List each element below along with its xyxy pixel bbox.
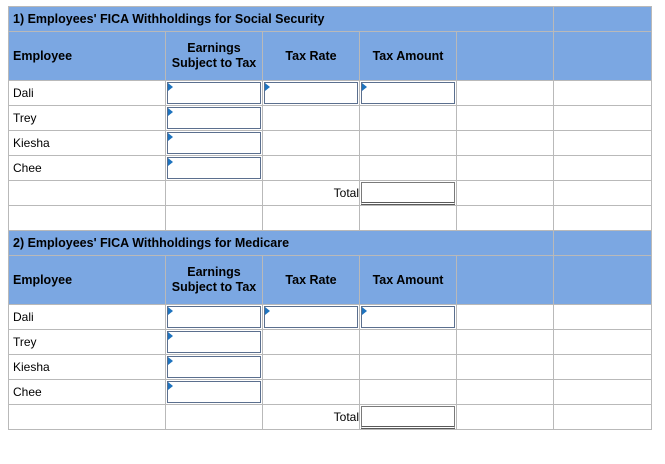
blank-cell — [457, 32, 554, 81]
med-earnings-trey-cell — [166, 330, 263, 355]
employee-name: Chee — [9, 156, 166, 181]
blank-cell — [554, 231, 652, 256]
med-earnings-chee-cell — [166, 380, 263, 405]
ss-earnings-chee-input[interactable] — [167, 157, 261, 179]
employee-name: Trey — [9, 330, 166, 355]
med-tax-amount-dali-cell — [360, 305, 457, 330]
ss-total-cell — [360, 181, 457, 206]
employee-row-dali — [9, 305, 652, 330]
fica-worksheet-table — [8, 6, 652, 430]
med-total-cell — [360, 405, 457, 430]
header-employee: Employee — [9, 256, 166, 305]
ss-tax-rate-cell — [263, 81, 360, 106]
ss-earnings-chee-cell — [166, 156, 263, 181]
header-tax-rate: Tax Rate — [263, 32, 360, 81]
med-earnings-kiesha-input[interactable] — [167, 356, 261, 378]
employee-row-dali — [9, 81, 652, 106]
blank-cell — [457, 256, 554, 305]
total-label: Total — [263, 181, 360, 206]
spacer-row — [9, 206, 652, 231]
ss-earnings-dali-cell — [166, 81, 263, 106]
header-earnings: Earnings Subject to Tax — [166, 32, 263, 81]
section-title-row — [9, 231, 652, 256]
blank-cell — [554, 256, 652, 305]
section-title-medicare: 2) Employees' FICA Withholdings for Medicare — [9, 231, 554, 256]
med-earnings-dali-input[interactable] — [167, 306, 261, 328]
ss-earnings-kiesha-cell — [166, 131, 263, 156]
section-title-social-security: 1) Employees' FICA Withholdings for Social Security — [9, 7, 554, 32]
header-tax-rate: Tax Rate — [263, 256, 360, 305]
section-title-row — [9, 7, 652, 32]
employee-name: Dali — [9, 81, 166, 106]
total-row — [9, 181, 652, 206]
total-row — [9, 405, 652, 430]
total-label: Total — [263, 405, 360, 430]
column-header-row — [9, 256, 652, 305]
med-earnings-dali-cell — [166, 305, 263, 330]
header-tax-amount: Tax Amount — [360, 256, 457, 305]
med-total-input[interactable] — [361, 406, 455, 429]
med-earnings-trey-input[interactable] — [167, 331, 261, 353]
employee-row-trey — [9, 106, 652, 131]
ss-earnings-dali-input[interactable] — [167, 82, 261, 104]
employee-name: Dali — [9, 305, 166, 330]
employee-row-chee — [9, 156, 652, 181]
med-tax-rate-cell — [263, 305, 360, 330]
employee-name: Kiesha — [9, 355, 166, 380]
header-earnings: Earnings Subject to Tax — [166, 256, 263, 305]
ss-tax-rate-input[interactable] — [264, 82, 358, 104]
employee-name: Kiesha — [9, 131, 166, 156]
header-employee: Employee — [9, 32, 166, 81]
med-earnings-chee-input[interactable] — [167, 381, 261, 403]
ss-earnings-trey-cell — [166, 106, 263, 131]
ss-earnings-trey-input[interactable] — [167, 107, 261, 129]
blank-cell — [554, 32, 652, 81]
employee-name: Trey — [9, 106, 166, 131]
ss-tax-amount-dali-cell — [360, 81, 457, 106]
blank-cell — [554, 7, 652, 32]
header-tax-amount: Tax Amount — [360, 32, 457, 81]
employee-row-chee — [9, 380, 652, 405]
employee-row-kiesha — [9, 355, 652, 380]
ss-tax-amount-dali-input[interactable] — [361, 82, 455, 104]
med-earnings-kiesha-cell — [166, 355, 263, 380]
column-header-row — [9, 32, 652, 81]
ss-total-input[interactable] — [361, 182, 455, 205]
ss-earnings-kiesha-input[interactable] — [167, 132, 261, 154]
employee-name: Chee — [9, 380, 166, 405]
med-tax-rate-input[interactable] — [264, 306, 358, 328]
employee-row-kiesha — [9, 131, 652, 156]
med-tax-amount-dali-input[interactable] — [361, 306, 455, 328]
employee-row-trey — [9, 330, 652, 355]
